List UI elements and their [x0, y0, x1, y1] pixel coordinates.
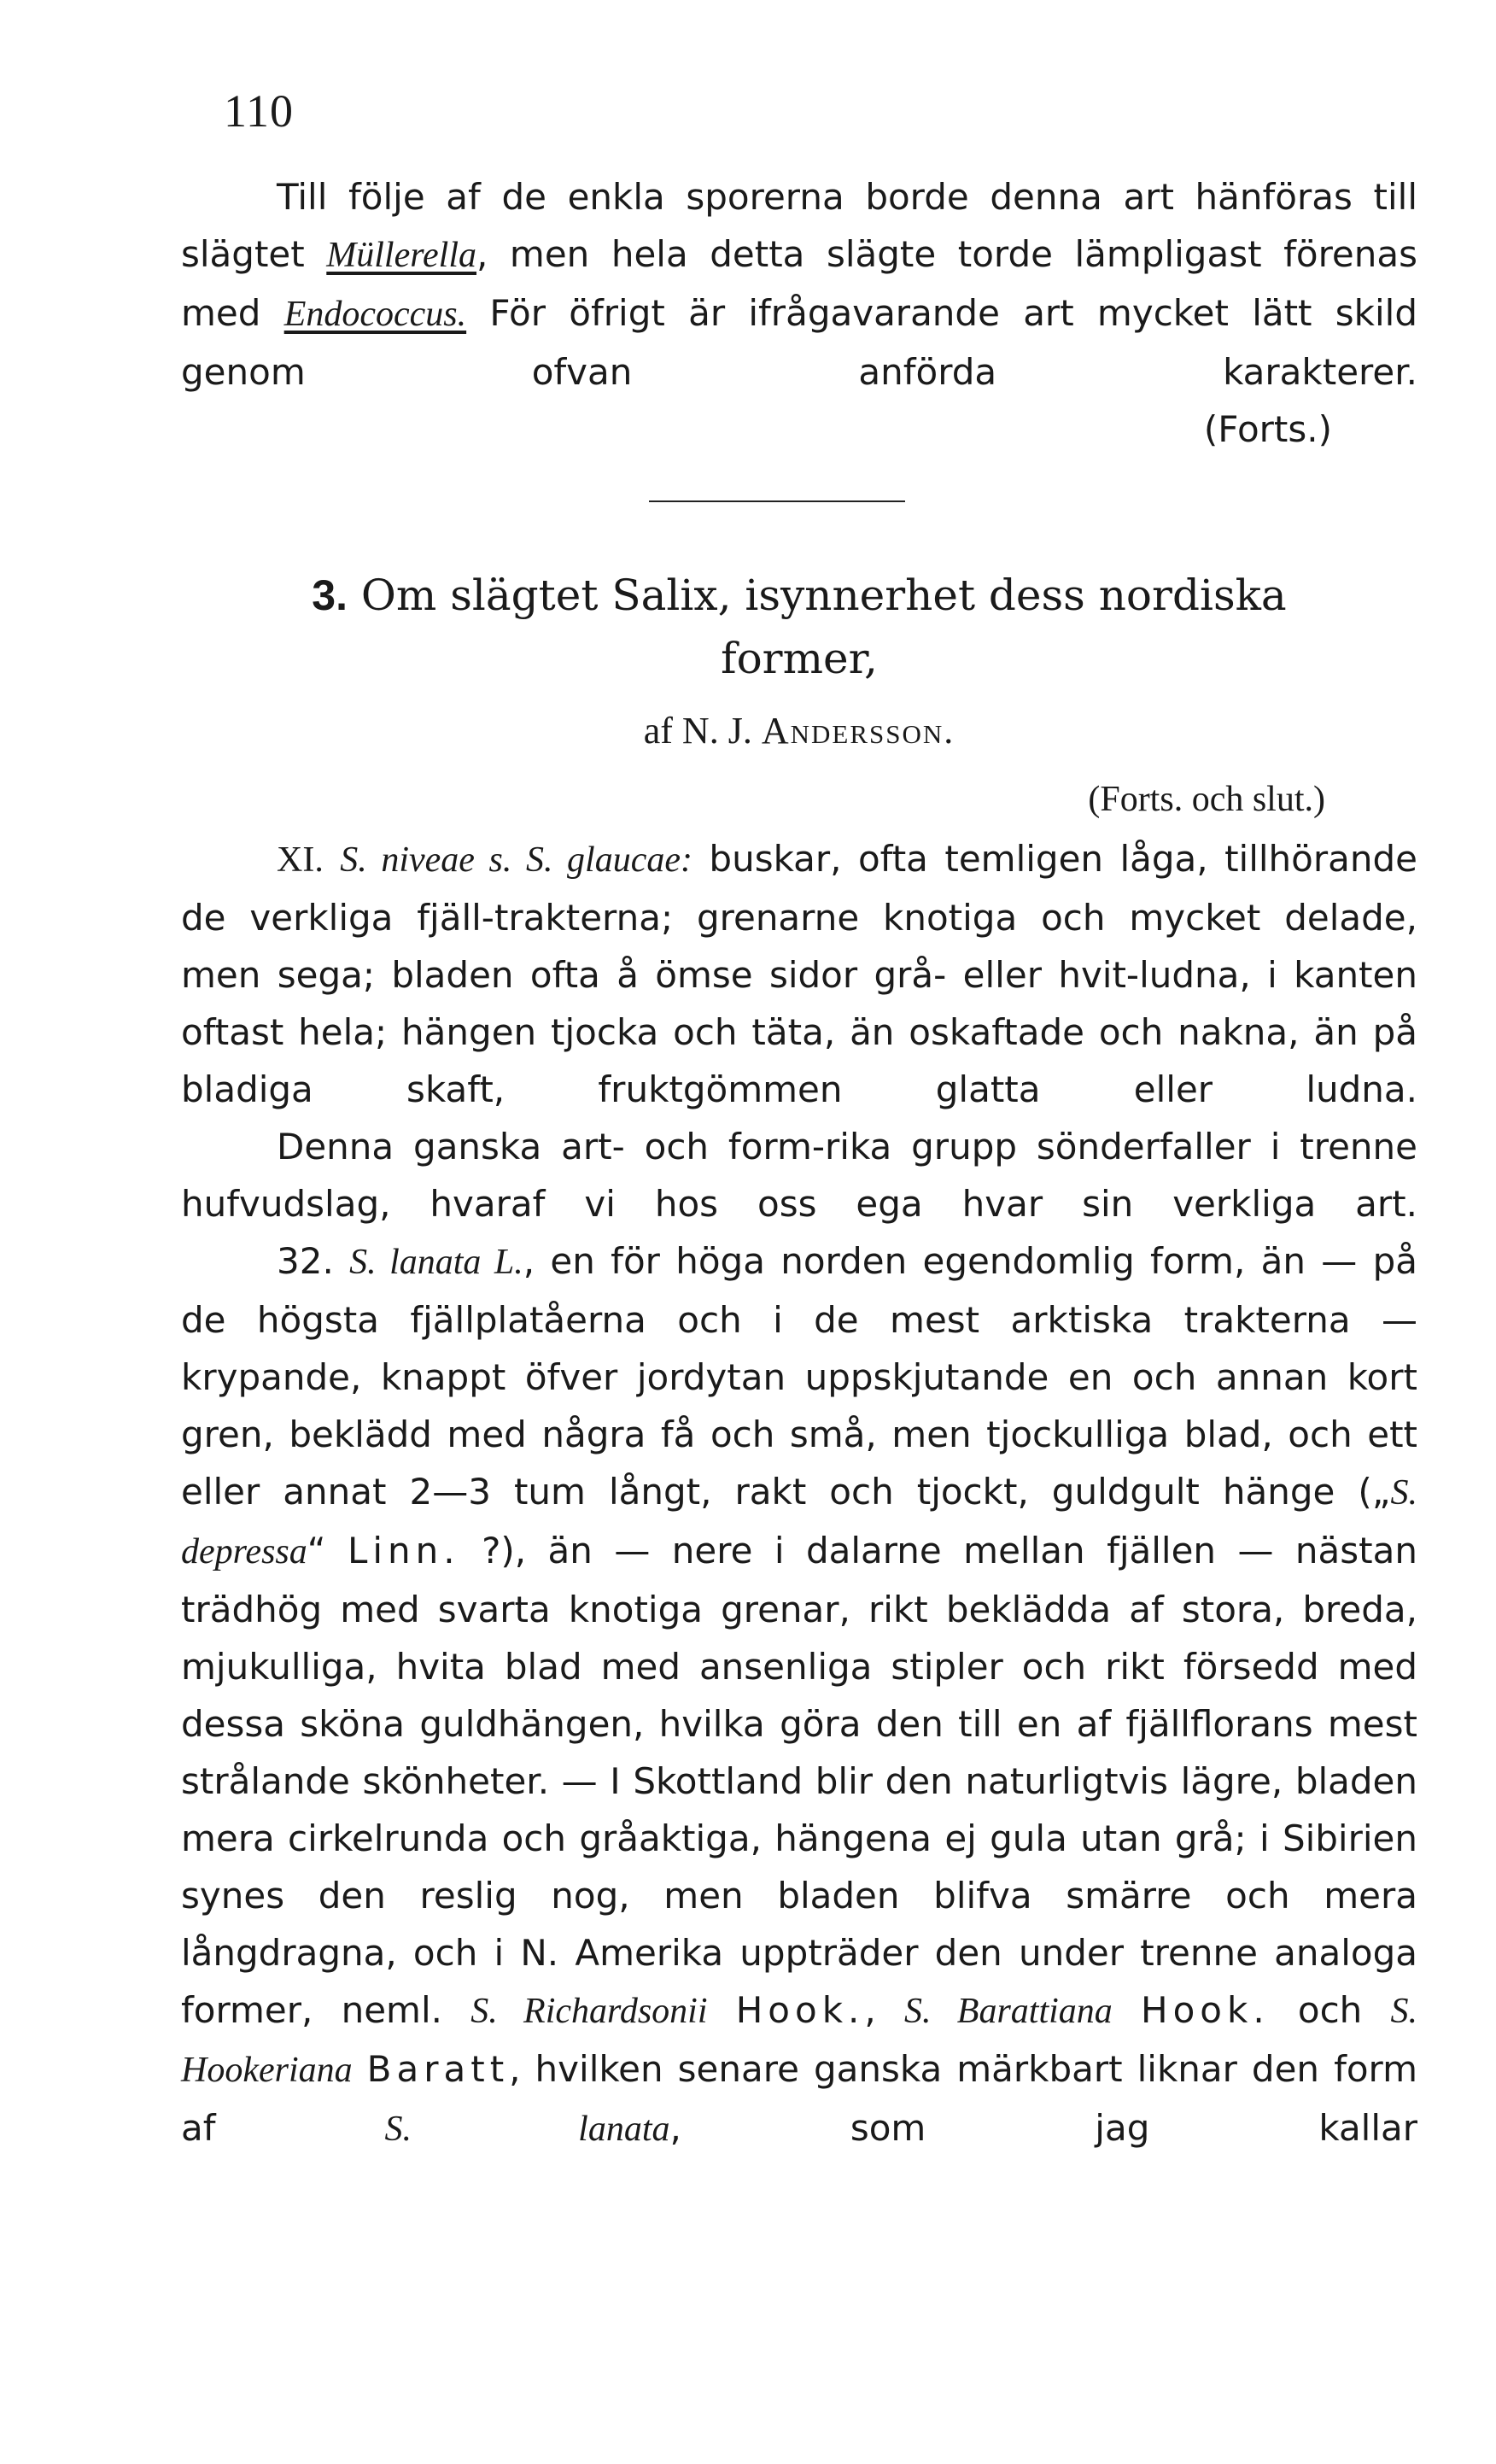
paragraph-32-text-b: ?), än — nere i dalarne mellan fjällen — nästan trädhög med svarta knotiga grenar, rikt beklädda af stora, breda, mjukulliga, hvita blad med ansenliga stipler och rikt försedd med dessa sköna guldhängen, hvilka göra den till en af fjällflorans mest strålande skönheter. — I Skottland blir den naturligtvis lägre, bladen mera cirkelrunda och gråaktiga, hängena ej gula utan grå; i Sibirien synes den reslig nog, men bladen blifva smärre och mera långdragna, och i N. Amerika uppträder den under trenne analoga former, neml. [181, 1530, 1417, 2031]
intro-text-c: För öfrigt är ifrågavarande art mycket lätt skild genom ofvan anförda karakterer. [181, 292, 1417, 393]
quote-close: “ [307, 1530, 326, 1571]
intro-paragraph [181, 168, 1417, 401]
species-s-depressa: S. depressa [181, 1473, 1417, 1571]
intro-block [181, 168, 1417, 458]
article-number: 3. [312, 571, 348, 619]
species-number-32: 32. [277, 1240, 334, 1282]
section-xi-text: buskar, ofta temligen låga, tillhörande de verkliga fjäll-trakterna; grenarne knotiga och mycket delade, men sega; bladen ofta å ömse sidor grå- eller hvit-ludna, i kanten oftast hela; hängen tjocka och täta, än oskaftade och nakna, än på bladiga skaft, fruktgömmen glatta eller ludna. [181, 838, 1417, 1110]
author-name: Andersson. [761, 710, 955, 752]
separator-comma: , [864, 1989, 904, 2031]
quote-open: „ [1371, 1471, 1391, 1513]
byline-prefix: af N. J. [643, 710, 752, 752]
section-xi-number: XI. [277, 840, 324, 880]
section-xi [181, 830, 1417, 1118]
paragraph-denna: Denna ganska art- och form-rika grupp sönderfaller i trenne hufvudslag, hvaraf vi hos oss ega hvar sin verkliga art. [181, 1126, 1417, 1225]
paragraph-32-text-a: , en för höga norden egendomlig form, än — på de högsta fjällplatåerna och i de mest arktiska trakterna — krypande, knappt öfver jordytan uppskjutande en och annan kort gren, beklädd med några få och små, men tjockulliga blad, och ett eller annat 2—3 tum långt, rakt och tjockt, guldgult hänge ( [181, 1240, 1417, 1513]
intro-text-a: Till följe af de enkla sporerna borde denna art hänföras till slägtet [181, 176, 1417, 275]
body-block [181, 830, 1417, 2158]
species-s-lanata-2: S. lanata [384, 2110, 670, 2149]
paragraph-32-text-c: , hvilken senare ganska märkbart liknar den form af [181, 2048, 1417, 2149]
article-title-line1 [181, 564, 1417, 627]
paragraph-32 [181, 1232, 1417, 2158]
intro-text-b: , men hela detta slägte torde lämpligast förenas med [181, 233, 1418, 334]
article-heading [181, 564, 1417, 690]
forts-och-slut: (Forts. och slut.) [1088, 780, 1325, 819]
taxon-mullerella: Müllerella [326, 236, 477, 275]
author-hook-2: Hook. [1141, 1989, 1270, 2031]
author-baratt: Baratt [366, 2048, 510, 2090]
paragraph-32-text-d: , som jag kallar [669, 2107, 1418, 2149]
section-divider [649, 500, 905, 502]
article-title-line2: former, [721, 634, 878, 683]
species-s-richardsonii: S. Richardsonii [470, 1992, 708, 2031]
forts-note: (Forts.) [1203, 408, 1332, 450]
section-xi-species: S. niveae s. S. glaucae: [340, 840, 692, 880]
page-number: 110 [224, 85, 294, 137]
byline [181, 705, 1417, 757]
species-s-barattiana: S. Barattiana [903, 1992, 1113, 2031]
species-s-lanata: S. lanata L. [349, 1243, 523, 1282]
author-hook-1: Hook. [735, 1989, 865, 2031]
article-title-text: Om slägtet Salix, isynnerhet dess nordiska [360, 571, 1287, 620]
author-linn: Linn. [347, 1530, 460, 1571]
word-och: och [1269, 1989, 1391, 2031]
species-s-hookeriana: S. Hookeriana [181, 1992, 1418, 2090]
taxon-endococcus: Endococcus. [283, 295, 467, 334]
